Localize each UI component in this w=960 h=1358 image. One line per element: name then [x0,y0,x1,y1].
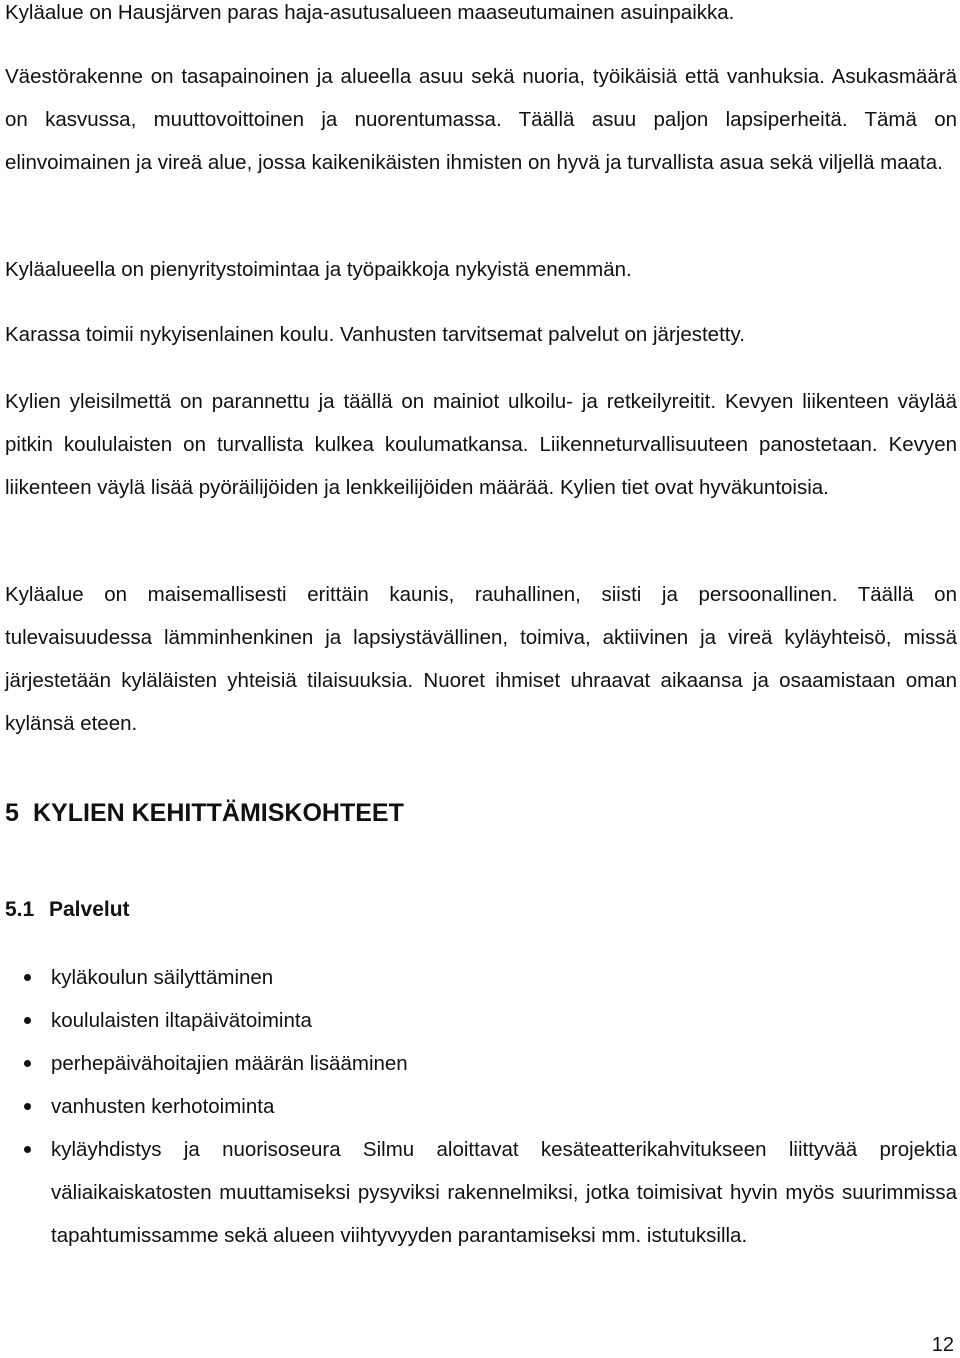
bullet-icon [24,1146,31,1153]
list-item [5,999,957,1042]
section-heading [5,795,404,831]
population-paragraph: Väestörakenne on tasapainoinen ja alueella asuu sekä nuoria, työikäisiä että vanhuksia. Asukasmäärä on kasvussa, muuttovoittoinen ja nuorentumassa. Täällä asuu paljon lapsiperheitä. Tämä on elinvoimainen ja vireä alue, jossa kaikenikäisten ihmisten on hyvä ja turvallista asua sekä viljellä maata. [5,65,957,174]
bullet-icon [24,1017,31,1024]
services-paragraph: Karassa toimii nykyisenlainen koulu. Vanhusten tarvitsemat palvelut on järjestetty. [5,323,745,346]
list-item [5,1085,957,1128]
section-title: KYLIEN KEHITTÄMISKOHTEET [33,799,404,827]
list-item-text: perhepäivähoitajien määrän lisääminen [51,1052,408,1075]
subsection-title: Palvelut [49,898,130,921]
bullet-icon [24,1060,31,1067]
intro-paragraph: Kyläalue on Hausjärven paras haja-asutusalueen maaseutumainen asuinpaikka. [5,1,735,24]
bullet-icon [24,974,31,981]
subsection-number: 5.1 [5,898,35,921]
list-item [5,1042,957,1085]
bullet-icon [24,1103,31,1110]
vision-paragraph: Kyläalue on maisemallisesti erittäin kaunis, rauhallinen, siisti ja persoonallinen. Täällä on tulevaisuudessa lämminhenkinen ja lapsiystävällinen, toimiva, aktiivinen ja vireä kyläyhteisö, missä järjestetään kyläläisten yhteisiä tilaisuuksia. Nuoret ihmiset uhraavat aikaansa ja osaamistaan oman kylänsä eteen. [5,583,957,735]
list-item-text: kyläkoulun säilyttäminen [51,966,274,989]
document-page [5,0,957,1358]
section-number: 5 [5,799,19,827]
list-item-text: koululaisten iltapäivätoiminta [51,1009,312,1032]
subsection-heading [5,894,130,926]
list-item-text: vanhusten kerhotoiminta [51,1095,275,1118]
roads-paragraph: Kylien yleisilmettä on parannettu ja täällä on mainiot ulkoilu- ja retkeilyreitit. Kevyen liikenteen väylää pitkin koululaisten on turvallista kulkea koulumatkansa. Liikenneturvallisuuteen panostetaan. Kevyen liikenteen väylä lisää pyöräilijöiden ja lenkkeilijöiden määrää. Kylien tiet ovat hyväkuntoisia. [5,390,957,499]
services-bullet-list [5,956,957,1257]
business-paragraph: Kyläalueella on pienyritystoimintaa ja työpaikkoja nykyistä enemmän. [5,258,632,281]
list-item-text: kyläyhdistys ja nuorisoseura Silmu aloittavat kesäteatterikahvitukseen liittyvää projektia väliaikaiskatosten muuttamiseksi pysyviksi rakennelmiksi, jotka toimisivat hyvin myös suurimmissa tapahtumissamme sekä alueen viihtyvyyden parantamiseksi mm. istutuksilla. [51,1138,957,1247]
list-item [5,1128,957,1257]
list-item [5,956,957,999]
page-number: 12 [931,1334,954,1356]
